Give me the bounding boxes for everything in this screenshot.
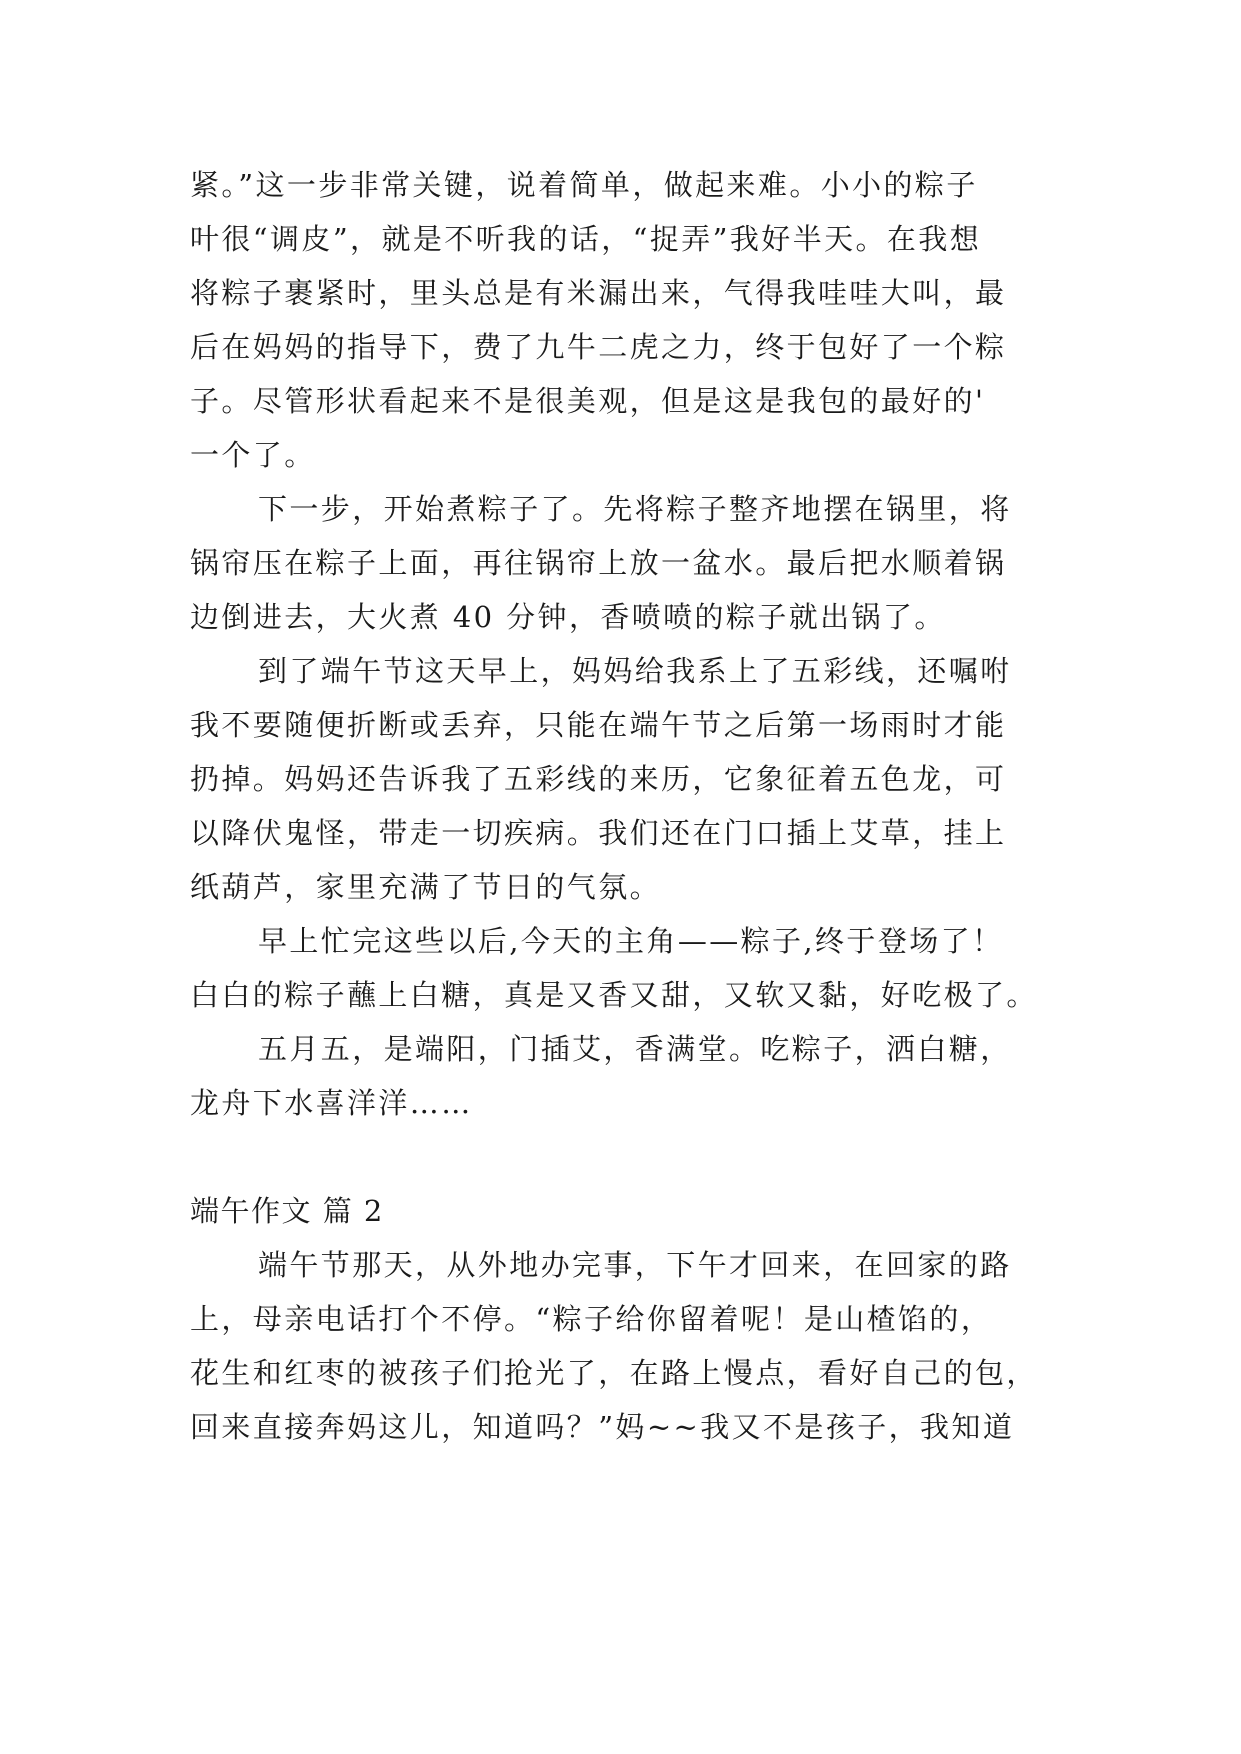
- body-line: 后在妈妈的指导下，费了九牛二虎之力，终于包好了一个粽: [190, 330, 1007, 364]
- body-line: 纸葫芦，家里充满了节日的气氛。: [190, 870, 662, 904]
- body-line: 上，母亲电话打个不停。“粽子给你留着呢！是山楂馅的，: [190, 1302, 993, 1336]
- paragraph-first-line: 五月五，是端阳，门插艾，香满堂。吃粽子，洒白糖，: [258, 1032, 1012, 1066]
- body-line: 将粽子裹紧时，里头总是有米漏出来，气得我哇哇大叫，最: [190, 276, 1007, 310]
- body-line: 锅帘压在粽子上面，再往锅帘上放一盆水。最后把水顺着锅: [190, 546, 1007, 580]
- body-line: 一个了。: [190, 438, 316, 472]
- paragraph-first-line: 端午节那天，从外地办完事，下午才回来，在回家的路: [258, 1248, 1012, 1282]
- paragraph-first-line: 下一步，开始煮粽子了。先将粽子整齐地摆在锅里，将: [258, 492, 1012, 526]
- paragraph-first-line: 到了端午节这天早上，妈妈给我系上了五彩线，还嘱咐: [258, 654, 1012, 688]
- body-line: 花生和红枣的被孩子们抢光了，在路上慢点，看好自己的包，: [190, 1356, 1038, 1390]
- body-line: 以降伏鬼怪，带走一切疾病。我们还在门口插上艾草，挂上: [190, 816, 1007, 850]
- body-line: 扔掉。妈妈还告诉我了五彩线的来历，它象征着五色龙，可: [190, 762, 1007, 796]
- paragraph-first-line: 早上忙完这些以后,今天的主角——粽子,终于登场了！: [258, 924, 1004, 958]
- body-line: 回来直接奔妈这儿，知道吗？”妈~~我又不是孩子，我知道: [190, 1410, 1015, 1444]
- body-line: 白白的粽子蘸上白糖，真是又香又甜，又软又黏，好吃极了。: [190, 978, 1038, 1012]
- section-heading: 端午作文 篇 2: [190, 1194, 384, 1228]
- body-line: 我不要随便折断或丢弃，只能在端午节之后第一场雨时才能: [190, 708, 1007, 742]
- body-line: 紧。”这一步非常关键，说着简单，做起来难。小小的粽子: [190, 168, 978, 202]
- body-line: 边倒进去，大火煮 40 分钟，香喷喷的粽子就出锅了。: [190, 600, 946, 634]
- body-line: 叶很“调皮”，就是不听我的话，“捉弄”我好半天。在我想: [190, 222, 982, 256]
- body-line: 子。尽管形状看起来不是很美观，但是这是我包的最好的': [190, 384, 986, 418]
- body-line: 龙舟下水喜洋洋……: [190, 1086, 473, 1120]
